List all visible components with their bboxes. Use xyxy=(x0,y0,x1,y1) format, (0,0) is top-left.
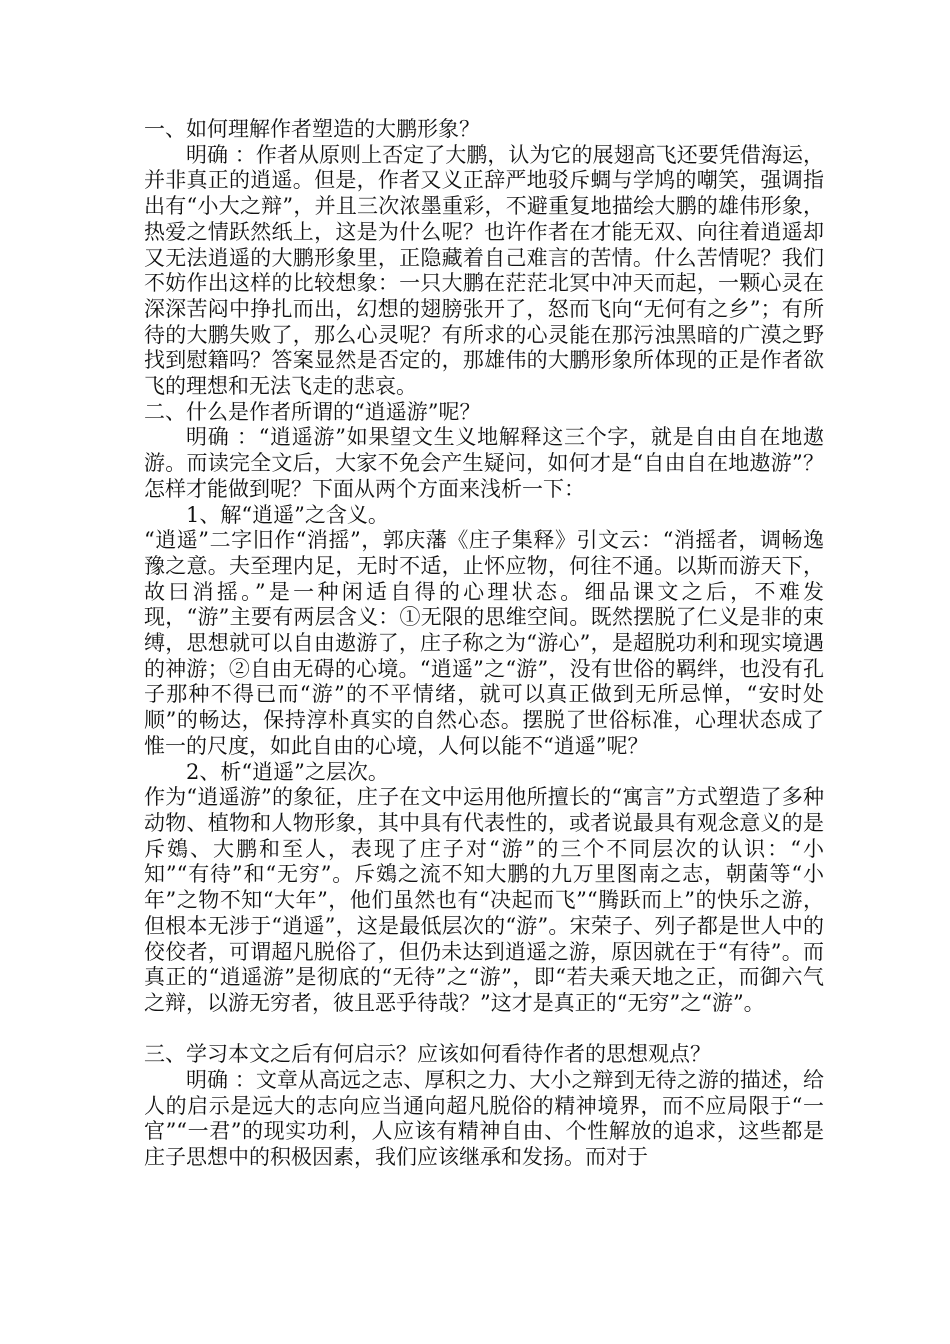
answer-paragraph-2: 明确 ：“逍遥游”如果望文生义地解释这三个字，就是自由自在地遨游。而读完全文后，大家不免会产生疑问，如何才是“自由自在地遨游”？怎样才能做到呢？下面从两个方面来浅析一下： xyxy=(144,425,824,501)
section-heading-2: 二、什么是作者所谓的“逍遥游”呢？ xyxy=(144,399,481,424)
paragraph-spacer xyxy=(144,1017,824,1043)
document-body xyxy=(144,117,824,1171)
answer-paragraph-3: 明确 ：文章从高远之志、厚积之力、大小之辩到无待之游的描述，给人的启示是远大的志向应当通向超凡脱俗的精神境界，而不应局限于“一官”“一君”的现实功利，人应该有精神自由、个性解放的追求，这些都是庄子思想中的积极因素，我们应该继承和发扬。而对于 xyxy=(144,1068,824,1170)
section-heading-1: 一、如何理解作者塑造的大鹏形象？ xyxy=(144,117,480,141)
answer-paragraph-1: 明确 ：作者从原则上否定了大鹏，认为它的展翅高飞还要凭借海运，并非真正的逍遥。但是，作者又义正辞严地驳斥蜩与学鸠的嘲笑，强调指出有“小大之辩”，并且三次浓墨重彩，不避重复地描绘大鹏的雄伟形象，热爱之情跃然纸上，这是为什么呢？也许作者在才能无双、向往着逍遥却又无法逍遥的大鹏形象里，正隐藏着自己难言的苦情。什么苦情呢？我们不妨作出这样的比较想象：一只大鹏在茫茫北冥中冲天而起，一颗心灵在深深苦闷中挣扎而出，幻想的翅膀张开了，怒而飞向“无何有之乡”；有所待的大鹏失败了，那么心灵呢？有所求的心灵能在那污浊黑暗的广漠之野找到慰籍吗？答案显然是否定的，那雄伟的大鹏形象所体现的正是作者欲飞的理想和无法飞走的悲哀。 xyxy=(144,142,824,399)
subheading-levels: 2、析“逍遥”之层次。 xyxy=(186,759,389,784)
body-paragraph-meaning: “逍遥”二字旧作“消摇”，郭庆藩《庄子集释》引文云：“消摇者，调畅逸豫之意。夫至理内足，无时不适，止怀应物，何往不通。以斯而游天下，故曰消摇。”是一种闲适自得的心理状态。细品课文之后，不难发现，“游”主要有两层含义：①无限的思维空间。既然摆脱了仁义是非的束缚，思想就可以自由遨游了，庄子称之为“游心”，是超脱功利和现实境遇的神游；②自由无碍的心境。“逍遥”之“游”，没有世俗的羁绊，也没有孔子那种不得已而“游”的不平情绪，就可以真正做到无所忌惮，“安时处顺”的畅达，保持淳朴真实的自然心态。摆脱了世俗标准，心理状态成了惟一的尺度，如此自由的心境，人何以能不“逍遥”呢？ xyxy=(144,528,824,758)
body-paragraph-levels: 作为“逍遥游”的象征，庄子在文中运用他所擅长的“寓言”方式塑造了多种动物、植物和人物形象，其中具有代表性的，或者说最具有观念意义的是斥鴳、大鹏和至人，表现了庄子对“游”的三个不同层次的认识：“小知”“有待”和“无穷”。斥鴳之流不知大鹏的九万里图南之志，朝菌等“小年”之物不知“大年”，他们虽然也有“决起而飞”“腾跃而上”的快乐之游，但根本无涉于“逍遥”，这是最低层次的“游”。宋荣子、列子都是世人中的佼佼者，可谓超凡脱俗了，但仍未达到逍遥之游，原因就在于“有待”。而真正的“逍遥游”是彻底的“无待”之“游”，即“若夫乘天地之正，而御六气之辩，以游无穷者，彼且恶乎待哉？”这才是真正的“无穷”之“游”。 xyxy=(144,785,824,1015)
section-heading-3: 三、学习本文之后有何启示？应该如何看待作者的思想观点？ xyxy=(144,1042,711,1067)
subheading-meaning: 1、解“逍遥”之含义。 xyxy=(186,502,389,527)
